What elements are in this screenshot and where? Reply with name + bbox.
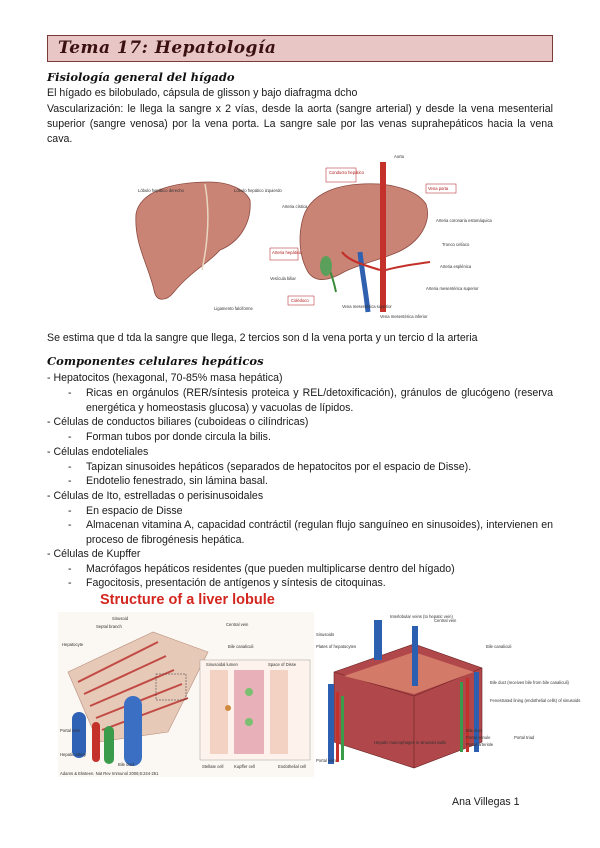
interlobular-vein (374, 620, 382, 660)
label-portal-triad: Portal triad (514, 735, 535, 740)
label-endothelial-cell: Endothelial cell (278, 764, 307, 769)
title-banner (47, 35, 553, 62)
list-item-kupffer: - Células de Kupffer (47, 548, 141, 560)
label-tronco-celiaco: Tronco celíaco (442, 242, 470, 247)
label-septal-branch: Septal branch (96, 624, 122, 629)
list-subitem-sinusoides: Tapizan sinusoides hepáticos (separados de hepatocitos por el espacio de Disse). (86, 461, 472, 473)
label-portal-arteriole: Portal arteriole (466, 742, 494, 747)
liver-anatomy-figure (130, 152, 492, 324)
list-subitem-fagocitosis: Fagocitosis, presentación de antígenos y síntesis de citoquinas. (86, 577, 386, 589)
liver-lobule-schematic (58, 612, 316, 777)
list-item-endoteliales: - Células endoteliales (47, 446, 149, 458)
label-bile-duct-right: Bile duct (466, 728, 483, 733)
label-arteria-hepatica: Arteria hepática (272, 250, 302, 255)
list-item-hepatocitos: - Hepatocitos (hexagonal, 70-85% masa hepática) (47, 372, 283, 384)
label-portal-vein-right: Portal vein (316, 758, 336, 763)
liver-lobule-3d (314, 612, 581, 777)
label-hepatocyte: Hepatocyte (62, 642, 84, 647)
hepatic-artery-cylinder (92, 722, 100, 762)
sinusoid-detail-panel (200, 660, 310, 760)
label-hepatic-macrophages: Hepatic macrophages in sinusoid walls (374, 740, 447, 745)
list-subitem-endotelio: Endotelio fenestrado, sin lámina basal. (86, 475, 268, 487)
list-item-conductos-biliares: - Células de conductos biliares (cuboideas o cilíndricas) (47, 416, 309, 428)
aorta-vessel (380, 162, 386, 312)
label-bile-duct-receives: Bile duct (receives bile from bile canaliculi) (490, 680, 569, 685)
document-page: Tema 17: Hepatología Fisiología general del hígado El hígado es bilobulado, cápsula de glisson y bajo diafragma dcho Vascularización: le llega la sangre x 2 vías, desde la aorta (sangre arterial) y desde la vena mesenterial superior (sangre venosa) por la vena porta. La sangre sale por las venas suprahepáticos hacia la vena cava. Lóbulo hepático derecho Lóbulo hepático izquierdo Ligamento falciforme Aorta Conducto hepático Vena porta Arteria cística Arteria coronaria estomáquica Tronco celíaco Arteria hepática Arteria esplénica Vesícula biliar Colédoco Arteria mesentérica superior Vena mesentérica superior Vena mesentérica inferior Se estima que d tda la sangre que llega, 2 tercios son d la vena porta y un tercio d la arteria Componentes celulares hepáticos - Hepatocitos (hexagonal, 70-85% masa hepática) - Ricas en orgánulos (RER/síntesis proteica y REL/detoxificación), gránulos de glucógeno (reserva energética y homeostasis glucosa) y vacuolas de lípidos. - Células de conductos biliares (cuboideas o cilíndricas) - Forman tubos por donde circula la bilis. - Células endoteliales - Tapizan sinusoides hepáticos (separados de hepatocitos por el espacio de Disse). - Endotelio fenestrado, sin lámina basal. - Células de Ito, estrelladas o perisinusoidales - En espacio de Disse - Almacenan vitamina A, capacidad contráctil (regulan flujo sanguíneo en sinusoides), intervienen en proceso de fibrogénesis hepática. - Células de Kupffer - Macrófagos hepáticos residentes (que pueden multiplicarse dentro del hígado) - Fagocitosis, presentación de antígenos y síntesis de citoquinas. Structure of a liver lobule Sinusoid Septal branch Hepatocyte Central vein Bile canaliculi Portal vein Hepatic artery Bile duct Sinusoidal lumen Space of Disse Stellate cell Kupffer cell Endothelial cell Adams & Eksteen. Nat Rev Immunol 2006;6:244-251 Interlobular veins (to hepatic vein) Central vein Sinusoids Plates of hepatocytes Bile canaliculi Bile duct (receives bile from bile canaliculi) Fenestrated lining (endothelial cells) of sinusoids Hepatic macrophages in sinusoid walls Bile duct Portal venule Portal arteriole Portal triad Portal vein Ana Villegas 1 (0, 0, 600, 848)
label-sinusoids: Sinusoids (316, 632, 335, 637)
figure-caption: Adams & Eksteen. Nat Rev Immunol 2006;6:244-251 (60, 771, 159, 776)
label-ligamento: Ligamento falciforme (214, 306, 253, 311)
page-title: Tema 17: Hepatología (58, 38, 277, 58)
label-aorta: Aorta (394, 154, 405, 159)
label-vena-porta: Vena porta (428, 186, 449, 191)
label-bile-duct-left: Bile duct (118, 762, 135, 767)
label-vena-mesenterica-inf: Vena mesentérica inferior (380, 314, 428, 319)
label-vesicula: Vesícula biliar (270, 276, 296, 281)
paragraph-vascularizacion: Vascularización: le llega la sangre x 2 vías, desde la aorta (sangre arterial) y desde la vena mesenterial superior (sangre venosa) por la vena porta. La sangre sale por las venas suprahepáticos hacia la vena cava. (47, 103, 553, 145)
label-plates-hepatocytes: Plates of hepatocytes (316, 644, 357, 649)
label-space-disse: Space of Disse (268, 662, 297, 667)
label-arteria-coronaria: Arteria coronaria estomáquica (436, 218, 492, 223)
list-subitem-tubos: Forman tubos por donde circula la bilis. (86, 431, 271, 443)
label-bile-canaliculi-right: Bile canaliculi (486, 644, 512, 649)
portal-vein-3d (328, 684, 334, 764)
label-sinusoidal-lumen: Sinusoidal lumen (206, 662, 238, 667)
liver-front-view (136, 182, 250, 299)
gallbladder (320, 256, 332, 276)
list-subitem-macrofagos: Macrófagos hepáticos residentes (que pueden multiplicarse dentro del hígado) (86, 563, 455, 575)
section-heading-fisiologia: Fisiología general del hígado (47, 70, 235, 84)
label-arteria-esplenica: Arteria esplénica (440, 264, 472, 269)
label-interlobular-veins: Interlobular veins (to hepatic vein) (390, 614, 453, 619)
central-vein-cylinder (124, 696, 142, 766)
bile-duct-cylinder (104, 726, 114, 764)
page-footer: Ana Villegas 1 (452, 796, 520, 808)
label-stellate-cell: Stellate cell (202, 764, 224, 769)
label-central-vein-left: Central vein (226, 622, 249, 627)
section-heading-componentes: Componentes celulares hepáticos (47, 354, 264, 368)
central-vein-3d (412, 626, 418, 686)
paragraph-bilobulado: El hígado es bilobulado, cápsula de glisson y bajo diafragma dcho (47, 87, 358, 99)
figure-title-liver-lobule: Structure of a liver lobule (100, 592, 275, 608)
list-subitem-vitamina-a: Almacenan vitamina A, capacidad contráctil (regulan flujo sanguíneo en sinusoides), intervienen en proceso de fibrogénesis hepática. (86, 519, 553, 546)
paragraph-estimacion: Se estima que d tda la sangre que llega, 2 tercios son d la vena porta y un tercio d la arteria (47, 332, 478, 344)
label-fenestrated-lining: Fenestrated lining (endothelial cells) of sinusoids (490, 698, 581, 703)
label-hepatic-artery: Hepatic artery (60, 752, 87, 757)
label-arteria-cistica: Arteria cística (282, 204, 308, 209)
list-subitem-organulos: Ricas en orgánulos (RER/síntesis proteica y REL/detoxificación), gránulos de glucógeno (reserva energética y homeostasis glucosa) y vacuolas de lípidos. (86, 387, 553, 414)
label-coledoco: Colédoco (291, 298, 309, 303)
label-lobulo-derecho: Lóbulo hepático derecho (138, 188, 184, 193)
label-conducto-hepatico: Conducto hepático (329, 170, 364, 175)
label-bile-canaliculi-left: Bile canaliculi (228, 644, 254, 649)
list-subitem-disse: En espacio de Disse (86, 505, 183, 517)
label-central-vein-right: Central vein (434, 618, 457, 623)
label-portal-vein-left: Portal vein (60, 728, 80, 733)
label-lobulo-izquierdo: Lóbulo hepático izquierdo (234, 188, 282, 193)
label-sinusoid: Sinusoid (112, 616, 129, 621)
list-item-ito: - Células de Ito, estrelladas o perisinusoidales (47, 490, 264, 502)
label-portal-venule: Portal venule (466, 735, 491, 740)
label-vena-mesenterica-sup: Vena mesentérica superior (342, 304, 392, 309)
label-arteria-mesenterica: Arteria mesentérica superior (426, 286, 479, 291)
label-kupffer-cell: Kupffer cell (234, 764, 255, 769)
